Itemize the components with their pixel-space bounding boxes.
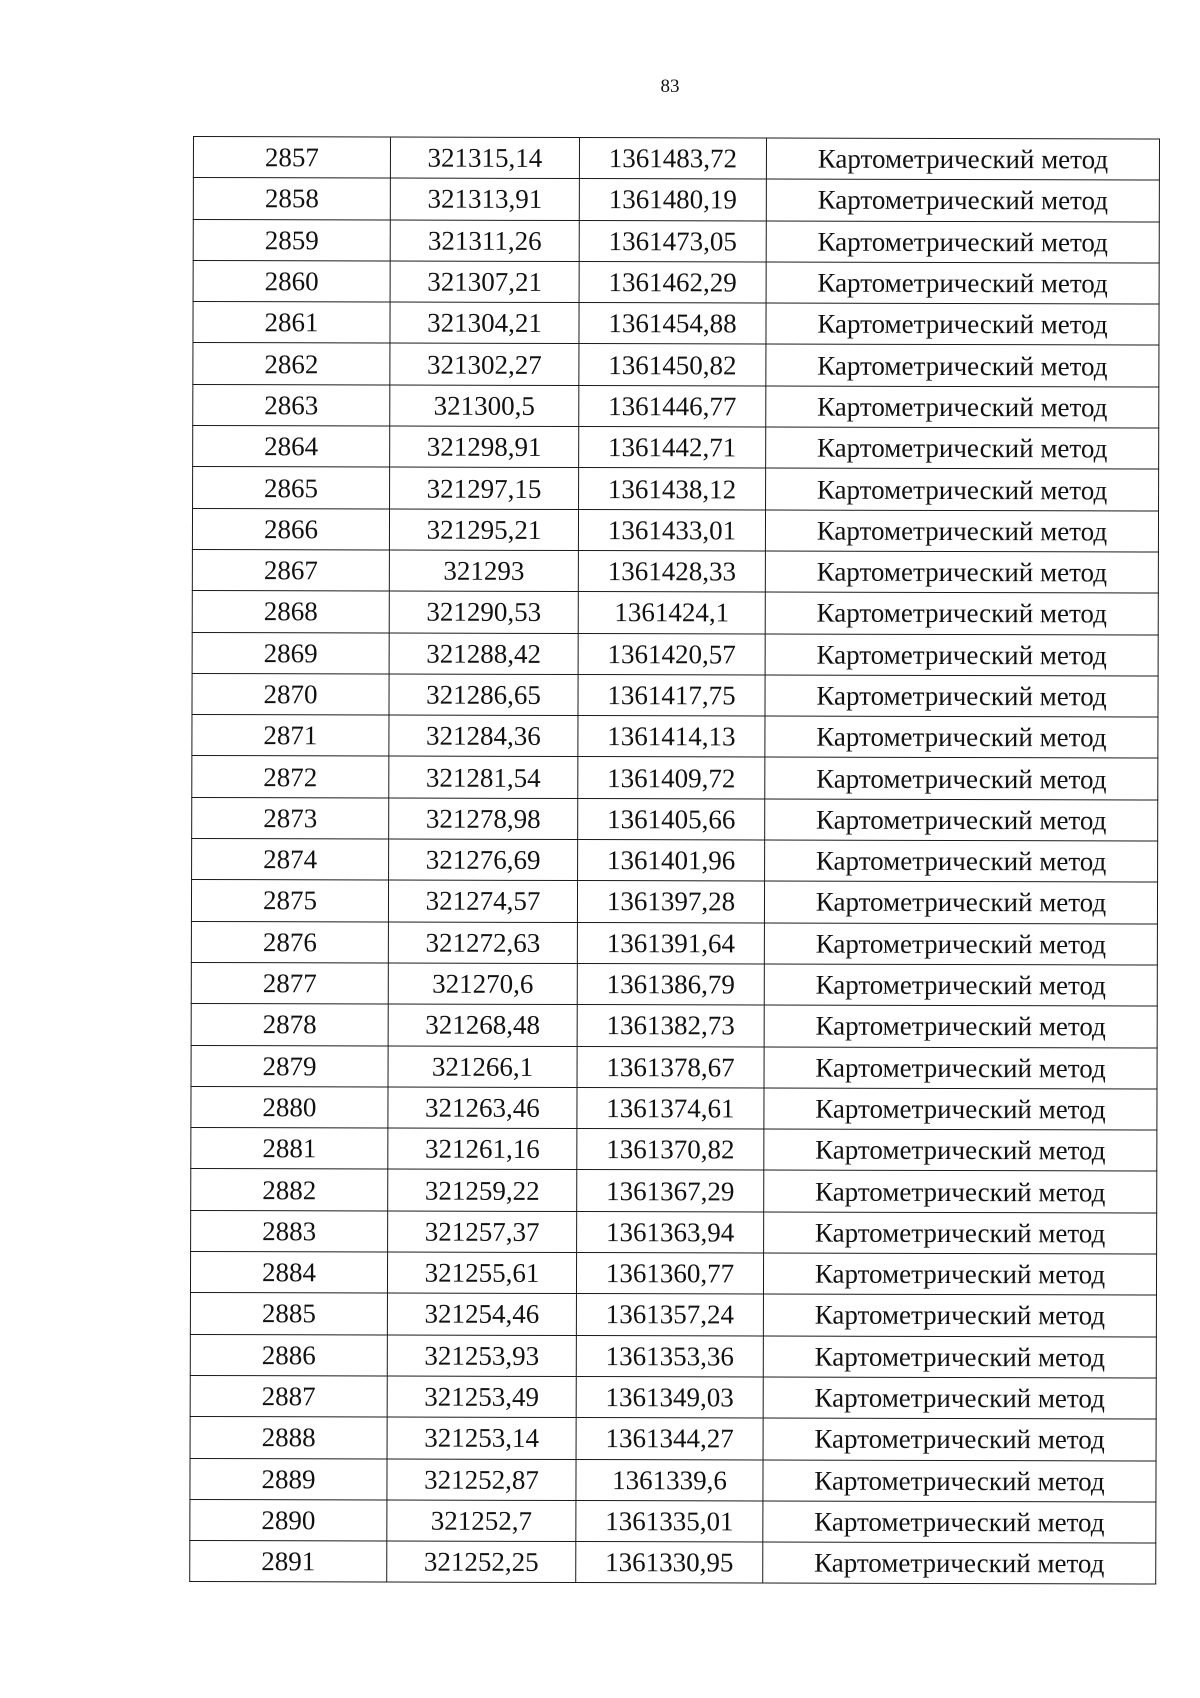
x-coordinate-cell: 321252,87 [387, 1459, 576, 1501]
method-cell: Картометрический метод [765, 592, 1158, 634]
coordinates-table-body [190, 137, 1160, 1585]
table-row [192, 797, 1158, 841]
table-row [191, 962, 1157, 1006]
table-row [190, 1293, 1156, 1337]
table-row [190, 1417, 1156, 1461]
table-row [193, 219, 1159, 263]
x-coordinate-cell: 321252,7 [387, 1500, 576, 1542]
table-row [192, 508, 1158, 552]
method-cell: Картометрический метод [765, 716, 1158, 758]
table-row [192, 549, 1158, 593]
method-cell: Картометрический метод [766, 427, 1159, 469]
point-number-cell: 2891 [190, 1541, 387, 1583]
x-coordinate-cell: 321263,46 [388, 1087, 577, 1129]
y-coordinate-cell: 1361450,82 [579, 344, 766, 386]
y-coordinate-cell: 1361483,72 [579, 138, 766, 180]
point-number-cell: 2888 [190, 1417, 387, 1459]
point-number-cell: 2871 [192, 715, 389, 757]
x-coordinate-cell: 321255,61 [387, 1252, 576, 1294]
x-coordinate-cell: 321307,21 [390, 261, 579, 303]
x-coordinate-cell: 321268,48 [388, 1004, 577, 1046]
point-number-cell: 2860 [193, 260, 390, 302]
coordinates-table-container [189, 136, 1155, 1585]
x-coordinate-cell: 321298,91 [390, 426, 579, 468]
y-coordinate-cell: 1361454,88 [579, 303, 766, 345]
method-cell: Картометрический метод [763, 1418, 1156, 1460]
point-number-cell: 2861 [193, 302, 390, 344]
x-coordinate-cell: 321259,22 [388, 1169, 577, 1211]
point-number-cell: 2884 [190, 1252, 387, 1294]
y-coordinate-cell: 1361330,95 [576, 1542, 763, 1584]
y-coordinate-cell: 1361397,28 [577, 881, 764, 923]
x-coordinate-cell: 321290,53 [389, 591, 578, 633]
y-coordinate-cell: 1361473,05 [579, 220, 766, 262]
method-cell: Картометрический метод [765, 757, 1158, 799]
table-row [192, 591, 1158, 635]
y-coordinate-cell: 1361438,12 [579, 468, 766, 510]
x-coordinate-cell: 321295,21 [389, 509, 578, 551]
y-coordinate-cell: 1361446,77 [579, 385, 766, 427]
point-number-cell: 2859 [193, 219, 390, 261]
method-cell: Картометрический метод [765, 634, 1158, 676]
x-coordinate-cell: 321278,98 [389, 798, 578, 840]
table-row [190, 1375, 1156, 1419]
point-number-cell: 2882 [191, 1169, 388, 1211]
x-coordinate-cell: 321284,36 [389, 715, 578, 757]
table-row [191, 1086, 1157, 1130]
method-cell: Картометрический метод [764, 1212, 1157, 1254]
y-coordinate-cell: 1361374,61 [577, 1087, 764, 1129]
table-row [191, 1045, 1157, 1089]
y-coordinate-cell: 1361357,24 [576, 1294, 763, 1336]
point-number-cell: 2857 [193, 137, 390, 179]
point-number-cell: 2887 [190, 1375, 387, 1417]
x-coordinate-cell: 321304,21 [390, 302, 579, 344]
y-coordinate-cell: 1361339,6 [576, 1459, 763, 1501]
y-coordinate-cell: 1361335,01 [576, 1500, 763, 1542]
y-coordinate-cell: 1361480,19 [579, 179, 766, 221]
y-coordinate-cell: 1361360,77 [576, 1253, 763, 1295]
point-number-cell: 2879 [191, 1045, 388, 1087]
x-coordinate-cell: 321252,25 [387, 1541, 576, 1583]
point-number-cell: 2872 [192, 756, 389, 798]
method-cell: Картометрический метод [764, 1170, 1157, 1212]
table-row [191, 1128, 1157, 1172]
table-row [192, 632, 1158, 676]
point-number-cell: 2877 [191, 962, 388, 1004]
table-row [193, 426, 1159, 470]
point-number-cell: 2878 [191, 1004, 388, 1046]
table-row [191, 880, 1157, 924]
point-number-cell: 2869 [192, 632, 389, 674]
method-cell: Картометрический метод [765, 510, 1158, 552]
x-coordinate-cell: 321257,37 [388, 1211, 577, 1253]
y-coordinate-cell: 1361378,67 [577, 1046, 764, 1088]
x-coordinate-cell: 321274,57 [388, 880, 577, 922]
point-number-cell: 2883 [191, 1210, 388, 1252]
x-coordinate-cell: 321302,27 [390, 344, 579, 386]
table-row [190, 1334, 1156, 1378]
x-coordinate-cell: 321293 [389, 550, 578, 592]
y-coordinate-cell: 1361409,72 [578, 757, 765, 799]
method-cell: Картометрический метод [764, 923, 1157, 965]
method-cell: Картометрический метод [766, 221, 1159, 263]
y-coordinate-cell: 1361367,29 [577, 1170, 764, 1212]
x-coordinate-cell: 321313,91 [390, 178, 579, 220]
point-number-cell: 2862 [193, 343, 390, 385]
x-coordinate-cell: 321276,69 [389, 839, 578, 881]
point-number-cell: 2880 [191, 1086, 388, 1128]
y-coordinate-cell: 1361386,79 [577, 963, 764, 1005]
method-cell: Картометрический метод [763, 1501, 1156, 1543]
method-cell: Картометрический метод [763, 1294, 1156, 1336]
y-coordinate-cell: 1361370,82 [577, 1129, 764, 1171]
table-row [190, 1458, 1156, 1502]
point-number-cell: 2886 [190, 1334, 387, 1376]
method-cell: Картометрический метод [764, 881, 1157, 923]
x-coordinate-cell: 321272,63 [388, 922, 577, 964]
x-coordinate-cell: 321297,15 [390, 467, 579, 509]
method-cell: Картометрический метод [763, 1542, 1156, 1584]
table-row [192, 673, 1158, 717]
y-coordinate-cell: 1361417,75 [578, 674, 765, 716]
method-cell: Картометрический метод [763, 1253, 1156, 1295]
y-coordinate-cell: 1361462,29 [579, 261, 766, 303]
point-number-cell: 2866 [192, 508, 389, 550]
method-cell: Картометрический метод [764, 1047, 1157, 1089]
method-cell: Картометрический метод [765, 799, 1158, 841]
y-coordinate-cell: 1361414,13 [578, 716, 765, 758]
y-coordinate-cell: 1361405,66 [578, 798, 765, 840]
method-cell: Картометрический метод [766, 179, 1159, 221]
table-row [191, 921, 1157, 965]
table-row [190, 1541, 1156, 1585]
x-coordinate-cell: 321253,93 [387, 1335, 576, 1377]
x-coordinate-cell: 321311,26 [390, 220, 579, 262]
table-row [191, 1210, 1157, 1254]
x-coordinate-cell: 321270,6 [388, 963, 577, 1005]
y-coordinate-cell: 1361420,57 [578, 633, 765, 675]
point-number-cell: 2881 [191, 1128, 388, 1170]
x-coordinate-cell: 321281,54 [389, 756, 578, 798]
point-number-cell: 2885 [190, 1293, 387, 1335]
method-cell: Картометрический метод [764, 964, 1157, 1006]
table-row [190, 1499, 1156, 1543]
y-coordinate-cell: 1361433,01 [578, 509, 765, 551]
method-cell: Картометрический метод [766, 468, 1159, 510]
method-cell: Картометрический метод [766, 262, 1159, 304]
table-row [193, 302, 1159, 346]
x-coordinate-cell: 321288,42 [389, 633, 578, 675]
y-coordinate-cell: 1361391,64 [577, 922, 764, 964]
point-number-cell: 2863 [193, 384, 390, 426]
table-row [193, 467, 1159, 511]
point-number-cell: 2858 [193, 178, 390, 220]
method-cell: Картометрический метод [764, 1088, 1157, 1130]
table-row [191, 1169, 1157, 1213]
y-coordinate-cell: 1361382,73 [577, 1005, 764, 1047]
method-cell: Картометрический метод [765, 551, 1158, 593]
y-coordinate-cell: 1361344,27 [576, 1418, 763, 1460]
table-row [193, 384, 1159, 428]
x-coordinate-cell: 321253,49 [387, 1376, 576, 1418]
y-coordinate-cell: 1361424,1 [578, 592, 765, 634]
method-cell: Картометрический метод [766, 138, 1159, 180]
method-cell: Картометрический метод [764, 1005, 1157, 1047]
x-coordinate-cell: 321266,1 [388, 1046, 577, 1088]
table-row [192, 839, 1158, 883]
table-row [192, 715, 1158, 759]
y-coordinate-cell: 1361442,71 [579, 427, 766, 469]
x-coordinate-cell: 321315,14 [390, 137, 579, 179]
table-row [193, 178, 1159, 222]
y-coordinate-cell: 1361349,03 [576, 1376, 763, 1418]
table-row [192, 756, 1158, 800]
x-coordinate-cell: 321253,14 [387, 1417, 576, 1459]
x-coordinate-cell: 321300,5 [390, 385, 579, 427]
point-number-cell: 2875 [191, 880, 388, 922]
method-cell: Картометрический метод [765, 675, 1158, 717]
point-number-cell: 2867 [192, 549, 389, 591]
point-number-cell: 2865 [193, 467, 390, 509]
point-number-cell: 2889 [190, 1458, 387, 1500]
point-number-cell: 2890 [190, 1499, 387, 1541]
x-coordinate-cell: 321286,65 [389, 674, 578, 716]
method-cell: Картометрический метод [763, 1336, 1156, 1378]
table-row [191, 1004, 1157, 1048]
y-coordinate-cell: 1361428,33 [578, 550, 765, 592]
table-row [193, 343, 1159, 387]
y-coordinate-cell: 1361401,96 [578, 840, 765, 882]
point-number-cell: 2864 [193, 426, 390, 468]
x-coordinate-cell: 321254,46 [387, 1293, 576, 1335]
method-cell: Картометрический метод [763, 1377, 1156, 1419]
method-cell: Картометрический метод [766, 303, 1159, 345]
table-row [190, 1252, 1156, 1296]
point-number-cell: 2868 [192, 591, 389, 633]
y-coordinate-cell: 1361363,94 [577, 1211, 764, 1253]
point-number-cell: 2874 [192, 839, 389, 881]
method-cell: Картометрический метод [763, 1459, 1156, 1501]
page-number: 83 [660, 76, 680, 97]
point-number-cell: 2876 [191, 921, 388, 963]
y-coordinate-cell: 1361353,36 [576, 1335, 763, 1377]
method-cell: Картометрический метод [766, 386, 1159, 428]
point-number-cell: 2870 [192, 673, 389, 715]
method-cell: Картометрический метод [764, 1129, 1157, 1171]
method-cell: Картометрический метод [766, 344, 1159, 386]
method-cell: Картометрический метод [765, 840, 1158, 882]
x-coordinate-cell: 321261,16 [388, 1128, 577, 1170]
point-number-cell: 2873 [192, 797, 389, 839]
coordinates-table [189, 136, 1160, 1585]
table-row [193, 260, 1159, 304]
table-row [193, 137, 1159, 181]
